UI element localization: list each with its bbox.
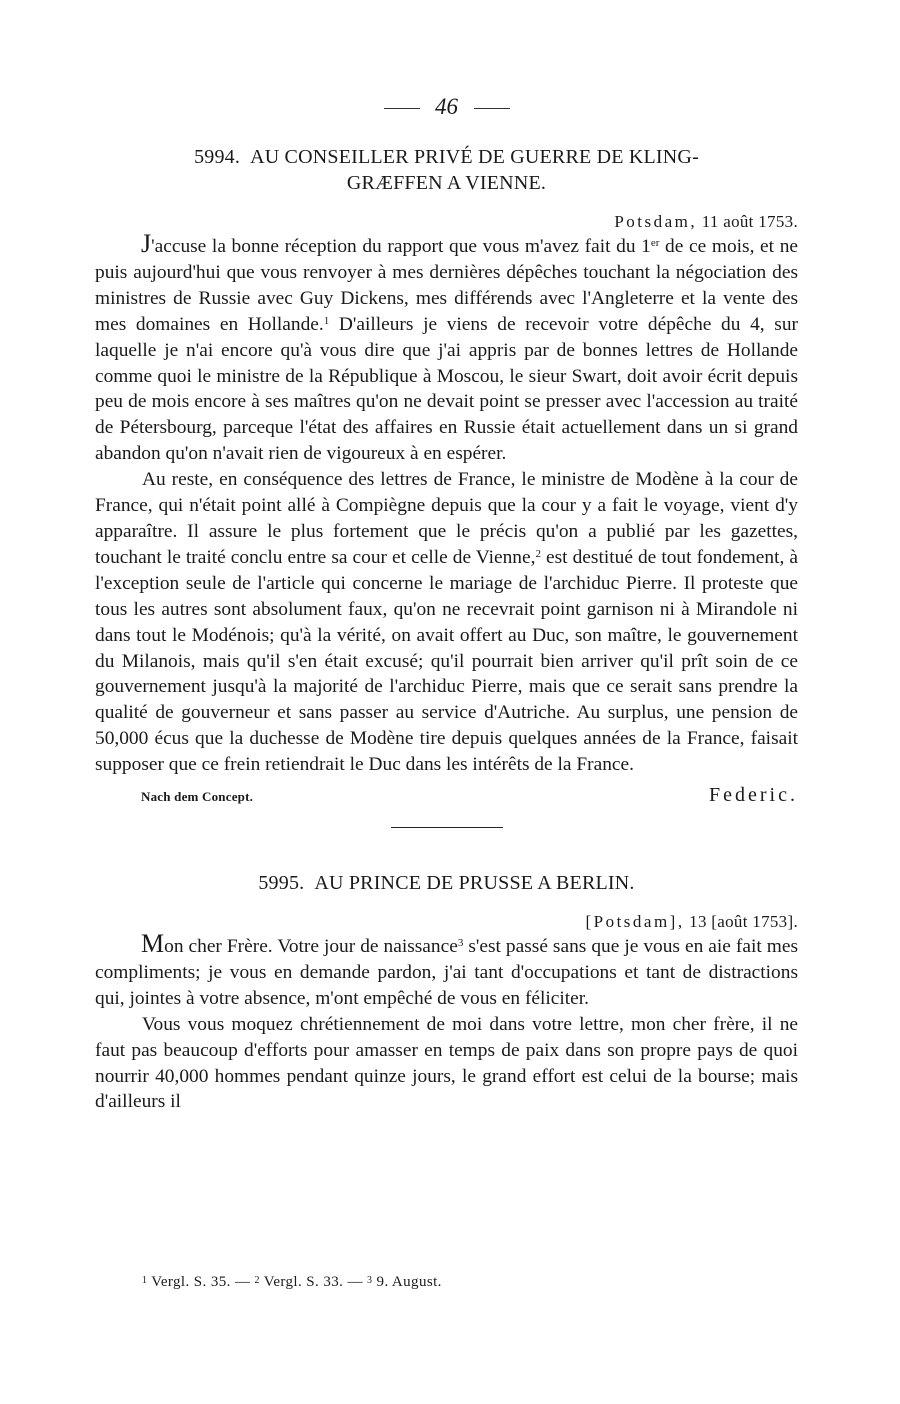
page-header — [95, 90, 798, 124]
letter-5994-signoff — [141, 784, 798, 807]
page — [95, 90, 798, 1115]
heading-line-1: AU CONSEILLER PRIVÉ DE GUERRE DE KLING- — [250, 146, 699, 168]
text-run: Vous vous moquez chrétiennement de moi dans votre lettre, mon cher frère, il ne faut pas beaucoup d'efforts pour amasser en temps de paix dans son propre pays de quoi nourrir 40,000 hommes pendant quinze jours, le grand effort est celui de la bourse; mais d'ailleurs il — [95, 1013, 798, 1113]
footnote-marker-1: 1 — [142, 1275, 148, 1286]
dateline-date: 13 [août 1753]. — [689, 912, 798, 932]
letter-5994-heading — [95, 144, 798, 196]
text-run: de ce mois, et ne puis aujourd'hui que vous renvoyer à mes dernières dépêches touchant la négociation des ministres de Russie avec Guy Dickens, mes différends avec l'Angleterre et la vente des mes domaines en Hollande. — [95, 236, 798, 335]
text-run: est destitué de tout fondement, à l'exception seule de l'article qui concerne le mariage de l'archiduc Pierre. Il proteste que tous les autres sont absolument faux, qu'on ne recevrait point garnison ni à Mirandole ni dans tout le Modénois; qu'à la vérité, on avait offert au Duc, son maître, le gouvernement du Milanois, mais qu'il s'en était excusé; qu'il pourrait bien arriver qu'il prît soin de ce gouvernement jusqu'à la majorité de l'archiduc Pierre, mais que ce serait sans prendre la qualité de gouverneur et sans passer au service d'Autriche. Au surplus, une pension de 50,000 écus que la duchesse de Modène tire depuis quelques années de la France, faisait supposer que ce frein retiendrait le Duc dans les intérêts de la France. — [95, 546, 798, 776]
dateline-place: Potsdam, — [614, 212, 698, 231]
letter-5995-dateline — [95, 910, 798, 934]
drop-initial: M — [141, 929, 165, 959]
drop-initial: J — [141, 229, 152, 258]
heading-line-2: GRÆFFEN A VIENNE. — [346, 172, 547, 194]
letter-5995-paragraph-1 — [95, 929, 798, 1012]
signature: Federic. — [709, 784, 798, 807]
heading-line: AU PRINCE DE PRUSSE A BERLIN. — [314, 872, 635, 895]
header-dash-left — [384, 108, 420, 109]
footnote-ref-1[interactable]: 1 — [323, 314, 330, 327]
footnote-text-3: 9. August. — [372, 1274, 442, 1290]
letter-5994-paragraph-1 — [95, 229, 798, 467]
footnote-text-1: Vergl. S. 35. — — [147, 1274, 255, 1290]
text-run: Au reste, en conséquence des lettres de France, le ministre de Modène à la cour de France, qui n'était point allé à Compiègne depuis que la cour y a fait le voyage, vient d'y apparaître. Il assure le plus fortement que le précis qu'on a publié par les gazettes, touchant le traité conclu entre sa cour et celle de Vienne, — [95, 469, 798, 568]
ordinal-superscript: er — [650, 237, 660, 249]
letter-5995-heading — [95, 870, 798, 896]
dateline-place: [Potsdam], — [585, 912, 685, 932]
footnote-marker-2: 2 — [254, 1275, 260, 1286]
section-divider — [391, 827, 503, 828]
text-run: D'ailleurs je viens de recevoir votre dépêche du 4, sur laquelle je n'ai encore qu'à vous dire que j'ai appris par de bonnes lettres de Hollande comme quoi le ministre de la République à Moscou, le sieur Swart, doit avoir écrit depuis peu de mois encore à ses maîtres qu'on ne devait point se presser avec l'accession au traité de Pétersbourg, parceque l'état des affaires en Russie était actuellement dans un si grand abandon qu'on n'avait rien de vigoureux à en espérer. — [95, 313, 798, 465]
page-number: 46 — [435, 94, 458, 119]
footnote-text-2: Vergl. S. 33. — — [259, 1274, 367, 1290]
footnote-marker-3: 3 — [367, 1275, 373, 1286]
footnote-ref-2[interactable]: 2 — [535, 547, 541, 560]
header-dash-right — [474, 108, 510, 109]
letter-5994-paragraph-2 — [95, 467, 798, 778]
letter-number: 5995. — [258, 872, 305, 895]
dateline-date: 11 août 1753. — [701, 212, 798, 231]
footnotes — [142, 1274, 442, 1291]
letter-5995-paragraph-2 — [95, 1012, 798, 1116]
text-run: on cher Frère. Votre jour de naissance — [164, 936, 458, 958]
letter-number: 5994. — [194, 146, 241, 168]
text-run: 'accuse la bonne réception du rapport que vous m'avez fait du 1 — [151, 236, 651, 257]
letter-5994-dateline — [95, 210, 798, 234]
text-run: s'est passé sans que je vous en aie fait mes compliments; je vous en demande pardon, j'ai tant d'occupations et tant de distractions qui, jointes à votre absence, m'ont empêché de vous en féliciter. — [95, 936, 798, 1009]
source-note: Nach dem Concept. — [141, 789, 254, 805]
footnote-ref-3[interactable]: 3 — [457, 937, 464, 950]
